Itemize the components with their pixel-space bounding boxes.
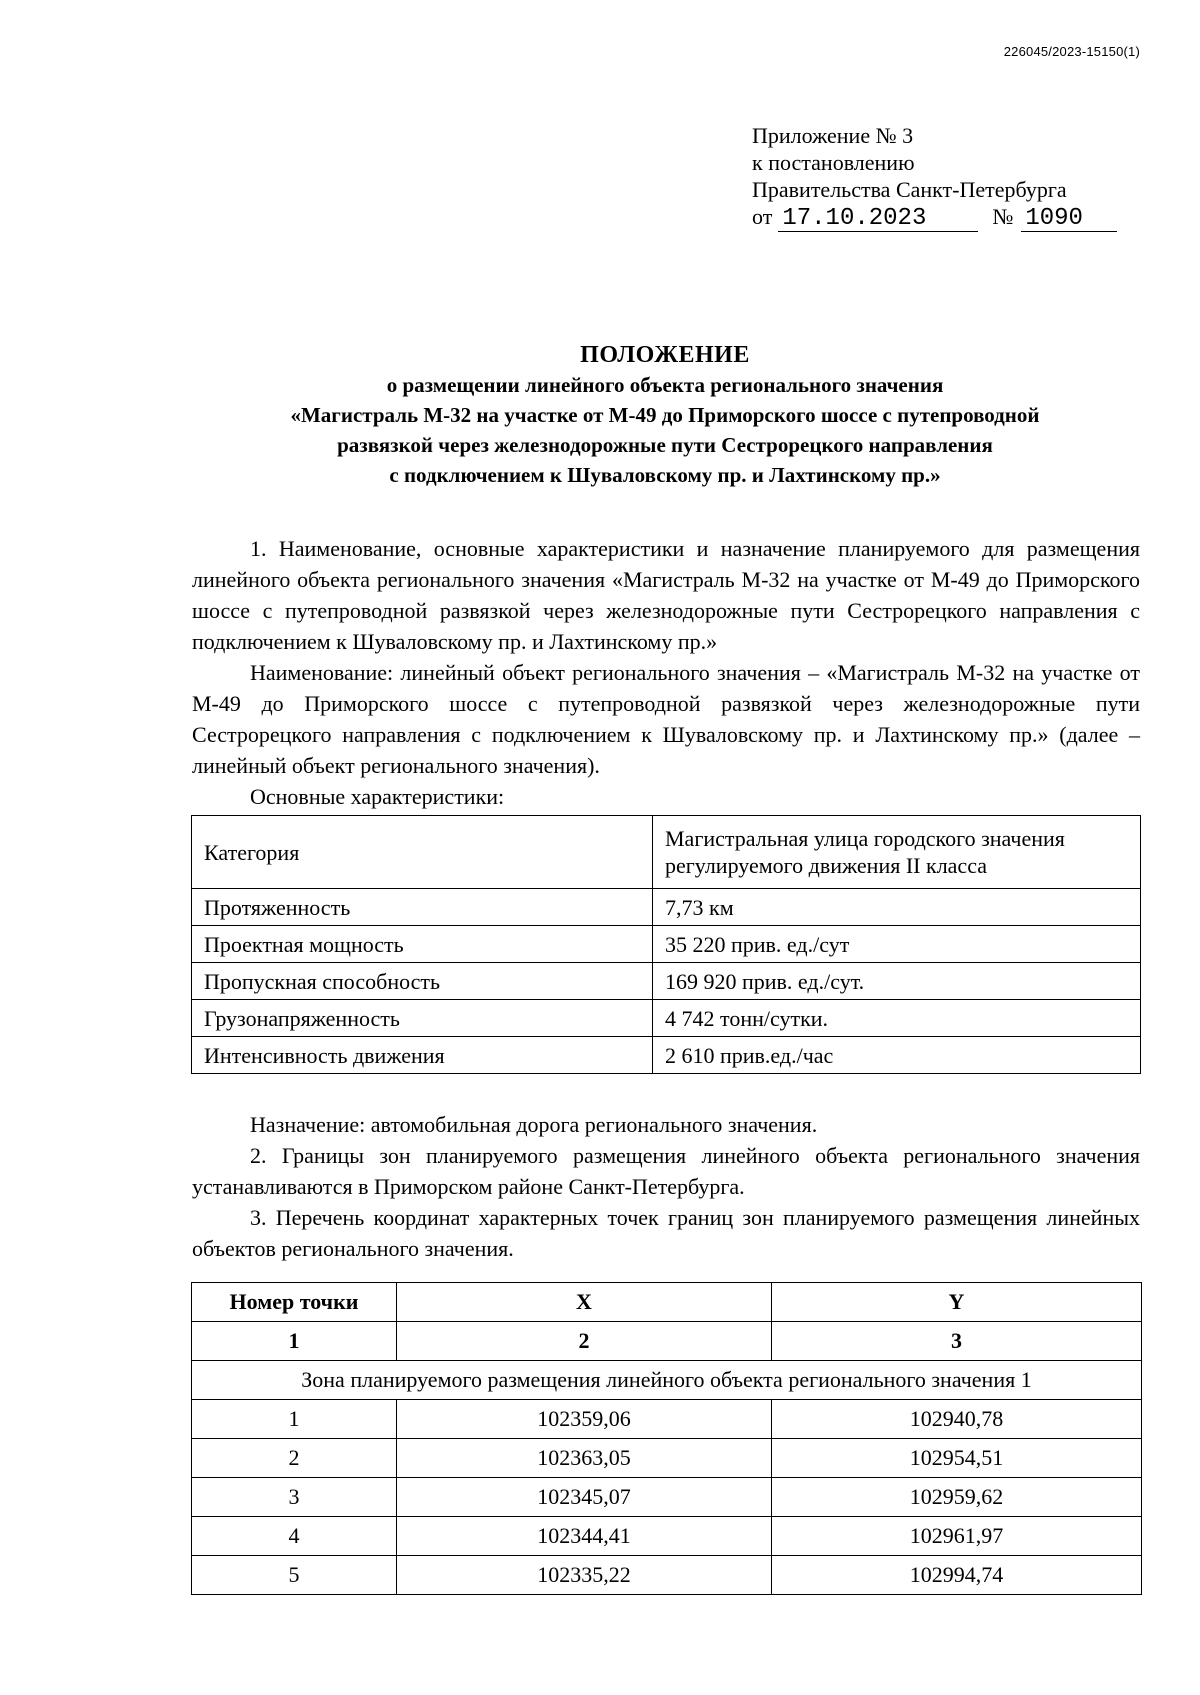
column-number-3: 3 <box>772 1322 1142 1361</box>
characteristic-name: Грузонапряженность <box>192 1000 653 1037</box>
characteristic-name: Интенсивность движения <box>192 1037 653 1074</box>
coordinate-y: 102959,62 <box>772 1478 1142 1517</box>
paragraph-1: 1. Наименование, основные характеристики и назначение планируемого для размещения линейного объекта регионального значения «Магистраль М-32 на участке от М-49 до Приморского шоссе с путепроводной развязкой через железнодорожные пути Сестрорецкого направления с подключением к Шуваловскому пр. и Лахтинскому пр.» <box>192 536 1140 654</box>
paragraph-3: 3. Перечень координат характерных точек границ зон планируемого размещения линейных объектов регионального значения. <box>192 1205 1140 1261</box>
point-number: 2 <box>192 1439 397 1478</box>
resolution-number: 1090 <box>1021 207 1117 232</box>
characteristic-name: Проектная мощность <box>192 926 653 963</box>
point-number: 3 <box>192 1478 397 1517</box>
date-prefix: от <box>752 204 773 229</box>
title-line-3: развязкой через железнодорожные пути Сестрорецкого направления <box>337 433 993 457</box>
zone-row <box>192 1361 1142 1400</box>
title-line-1: о размещении линейного объекта регионального значения <box>386 373 944 397</box>
document-title <box>190 340 1140 490</box>
characteristic-value: Магистральная улица городского значения регулируемого движения II класса <box>653 816 1141 889</box>
characteristics-row <box>192 816 1141 889</box>
header-point-number: Номер точки <box>192 1283 397 1322</box>
paragraph-characteristics-intro: Основные характеристики: <box>250 784 505 809</box>
header-y: Y <box>772 1283 1142 1322</box>
characteristics-table <box>191 815 1141 1074</box>
coordinate-row <box>192 1517 1142 1556</box>
coordinate-row <box>192 1400 1142 1439</box>
coordinate-x: 102359,06 <box>397 1400 772 1439</box>
coordinate-x: 102335,22 <box>397 1556 772 1595</box>
paragraph-name: Наименование: линейный объект регионального значения – «Магистраль М-32 на участке от М-49 до Приморского шоссе с путепроводной развязкой через железнодорожные пути Сестрорецкого направления с подключением к Шуваловскому пр. и Лахтинскому пр.» (далее – линейный объект регионального значения). <box>192 660 1140 778</box>
characteristics-row <box>192 1000 1141 1037</box>
number-sign: № <box>992 204 1014 229</box>
document-id: 226045/2023-15150(1) <box>1003 44 1140 59</box>
coordinate-x: 102345,07 <box>397 1478 772 1517</box>
appendix-date-line <box>752 203 1117 232</box>
section-1 <box>192 533 1140 812</box>
column-number-2: 2 <box>397 1322 772 1361</box>
characteristic-value: 35 220 прив. ед./сут <box>653 926 1141 963</box>
characteristics-row <box>192 1037 1141 1074</box>
characteristic-name: Протяженность <box>192 889 653 926</box>
section-2 <box>192 1109 1140 1264</box>
point-number: 4 <box>192 1517 397 1556</box>
coordinate-y: 102961,97 <box>772 1517 1142 1556</box>
coords-header-row <box>192 1283 1142 1322</box>
coordinate-x: 102344,41 <box>397 1517 772 1556</box>
characteristic-value: 4 742 тонн/сутки. <box>653 1000 1141 1037</box>
coordinate-y: 102994,74 <box>772 1556 1142 1595</box>
coords-column-numbers-row <box>192 1322 1142 1361</box>
characteristic-name: Категория <box>192 816 653 889</box>
zone-label: Зона планируемого размещения линейного объекта регионального значения 1 <box>192 1361 1142 1400</box>
characteristics-row <box>192 963 1141 1000</box>
paragraph-2: 2. Границы зон планируемого размещения линейного объекта регионального значения устанавливаются в Приморском районе Санкт-Петербурга. <box>192 1143 1140 1199</box>
characteristic-value: 169 920 прив. ед./сут. <box>653 963 1141 1000</box>
characteristic-value: 2 610 прив.ед./час <box>653 1037 1141 1074</box>
appendix-line-3: Правительства Санкт-Петербурга <box>752 177 1067 202</box>
coordinate-row <box>192 1439 1142 1478</box>
resolution-date: 17.10.2023 <box>778 207 978 232</box>
characteristic-value: 7,73 км <box>653 889 1141 926</box>
paragraph-purpose: Назначение: автомобильная дорога регионального значения. <box>250 1112 818 1137</box>
header-x: X <box>397 1283 772 1322</box>
coordinates-table <box>191 1282 1142 1595</box>
column-number-1: 1 <box>192 1322 397 1361</box>
characteristics-row <box>192 889 1141 926</box>
point-number: 5 <box>192 1556 397 1595</box>
appendix-line-2: к постановлению <box>752 150 915 175</box>
point-number: 1 <box>192 1400 397 1439</box>
coordinate-y: 102940,78 <box>772 1400 1142 1439</box>
appendix-line-1: Приложение № 3 <box>752 123 914 148</box>
coordinate-row <box>192 1556 1142 1595</box>
coordinate-row <box>192 1478 1142 1517</box>
title-line-2: «Магистраль М-32 на участке от М-49 до Приморского шоссе с путепроводной <box>290 403 1040 427</box>
coordinate-x: 102363,05 <box>397 1439 772 1478</box>
title-main: ПОЛОЖЕНИЕ <box>580 342 750 368</box>
characteristics-row <box>192 926 1141 963</box>
title-line-4: с подключением к Шуваловскому пр. и Лахтинскому пр.» <box>389 463 941 487</box>
characteristic-name: Пропускная способность <box>192 963 653 1000</box>
coordinate-y: 102954,51 <box>772 1439 1142 1478</box>
appendix-block <box>752 122 1117 232</box>
